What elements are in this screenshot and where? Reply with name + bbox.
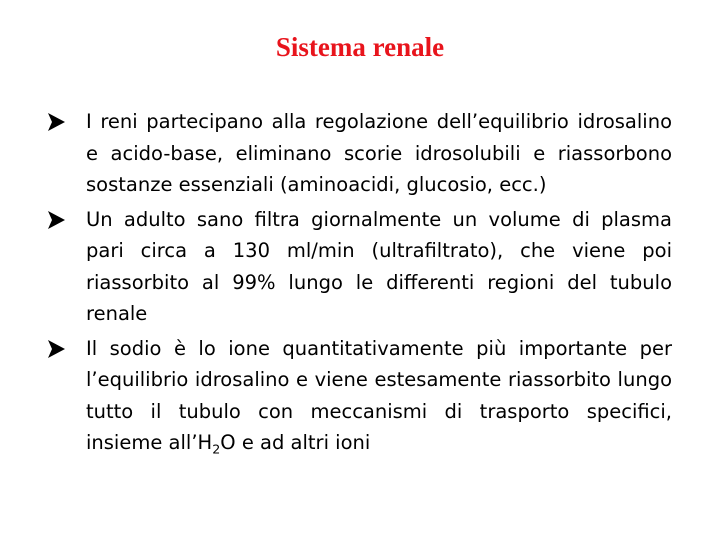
arrowhead-bullet-icon [46, 339, 66, 359]
bullet-text [86, 337, 672, 455]
bullet-text: I reni partecipano alla regolazione dell’equilibrio idrosalino e acido-base, eliminano scorie idrosolubili e riassorbono sostanze essenziali (aminoacidi, glucosio, ecc.) [86, 110, 672, 196]
subscript-text: 2 [212, 441, 221, 457]
arrowhead-bullet-icon [46, 210, 66, 230]
bullet-text: Un adulto sano filtra giornalmente un volume di plasma pari circa a 130 ml/min (ultrafiltrato), che viene poi riassorbito al 99% lungo le differenti regioni del tubulo renale [86, 207, 672, 325]
slide-title: Sistema renale [275, 32, 445, 62]
bullet-item [46, 204, 672, 330]
bullet-item [46, 106, 672, 201]
bullet-text-part: O e ad altri ioni [220, 431, 371, 454]
arrowhead-bullet-icon [46, 112, 66, 132]
bullet-list [46, 106, 672, 459]
bullet-text-part: Il sodio è lo ione quantitativamente più importante per l’equilibrio idrosalino e viene estesamente riassorbito lungo tutto il tubulo con meccanismi di trasporto specifici, insieme all’H [86, 336, 672, 454]
bullet-item [46, 333, 672, 459]
